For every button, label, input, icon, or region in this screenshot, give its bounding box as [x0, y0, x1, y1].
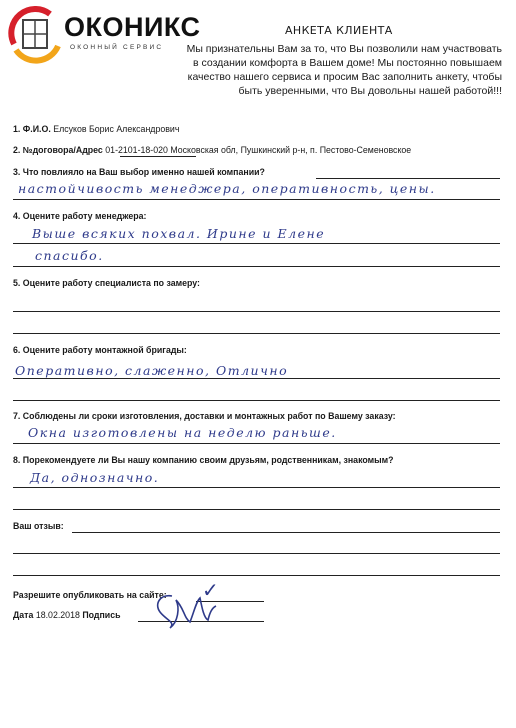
q6-answer: Оперативно, слаженно, Отлично — [15, 363, 289, 378]
q6-line-2 — [13, 400, 500, 401]
q5-line-1 — [13, 311, 500, 312]
q3-label: 3. Что повлияло на Ваш выбор именно нашей компании? — [13, 167, 265, 177]
intro-text: Мы признательны Вам за то, что Вы позволили нам участвовать в создании комфорта в Вашем доме! Мы постоянно повышаем качество нашего сервиса и просим Вас заполнить анкету, чтобы быть уверенными, что Вы довольны нашей работой!!! — [186, 43, 502, 97]
contract-number: 01-2101-18-020 — [105, 145, 168, 155]
q8-line-2 — [13, 509, 500, 510]
logo-name: ОКОНИКС — [64, 12, 201, 42]
signature-label: Подпись — [82, 610, 121, 620]
q3-line — [13, 199, 500, 200]
q7-label: 7. Соблюдены ли сроки изготовления, доставки и монтажных работ по Вашему заказу: — [13, 411, 396, 421]
q4-answer-line2: спасибо. — [35, 248, 104, 263]
fio-label: 1. Ф.И.О. — [13, 124, 51, 134]
date-value: 18.02.2018 — [35, 610, 80, 620]
logo-subtitle: ОКОННЫЙ СЕРВИС — [70, 44, 164, 51]
q3-answer: настойчивость менеджера, оперативность, цены. — [18, 181, 436, 196]
fio-row — [13, 124, 179, 134]
handwritten-signature-icon — [150, 588, 222, 632]
okoniks-logo-icon — [8, 6, 66, 66]
footer-row — [13, 610, 121, 620]
q8-label: 8. Порекомендуете ли Вы нашу компанию своим друзьям, родственникам, знакомым? — [13, 455, 394, 465]
q3-inline-line — [316, 178, 500, 179]
q6-line-1 — [13, 378, 500, 379]
q4-answer-line1: Выше всяких похвал. Ирине и Елене — [32, 226, 326, 241]
contract-address: Московская обл, Пушкинский р-н, п. Пестово-Семеновское — [170, 145, 412, 155]
review-label: Ваш отзыв: — [13, 521, 64, 531]
contract-label: 2. №договора/Адрес — [13, 145, 103, 155]
contract-row — [13, 145, 411, 155]
q5-line-2 — [13, 333, 500, 334]
contract-number-underline — [120, 156, 196, 157]
q8-answer: Да, однозначно. — [30, 470, 160, 485]
q7-line — [13, 443, 500, 444]
q5-label: 5. Оцените работу специалиста по замеру: — [13, 278, 200, 288]
q6-label: 6. Оцените работу монтажной бригады: — [13, 345, 187, 355]
review-line-1 — [72, 532, 500, 533]
q8-line-1 — [13, 487, 500, 488]
q4-label: 4. Оцените работу менеджера: — [13, 211, 147, 221]
publish-label: Разрешите опубликовать на сайте: — [13, 590, 167, 600]
date-label: Дата — [13, 610, 34, 620]
review-line-3 — [13, 575, 500, 576]
q4-line-1 — [13, 243, 500, 244]
form-title: АНКЕТА КЛИЕНТА — [285, 24, 393, 37]
q4-line-2 — [13, 266, 500, 267]
publish-checkmark: ✓ — [202, 578, 221, 602]
fio-value: Елсуков Борис Александрович — [53, 124, 180, 134]
review-line-2 — [13, 553, 500, 554]
q7-answer: Окна изготовлены на неделю раньше. — [28, 425, 337, 440]
